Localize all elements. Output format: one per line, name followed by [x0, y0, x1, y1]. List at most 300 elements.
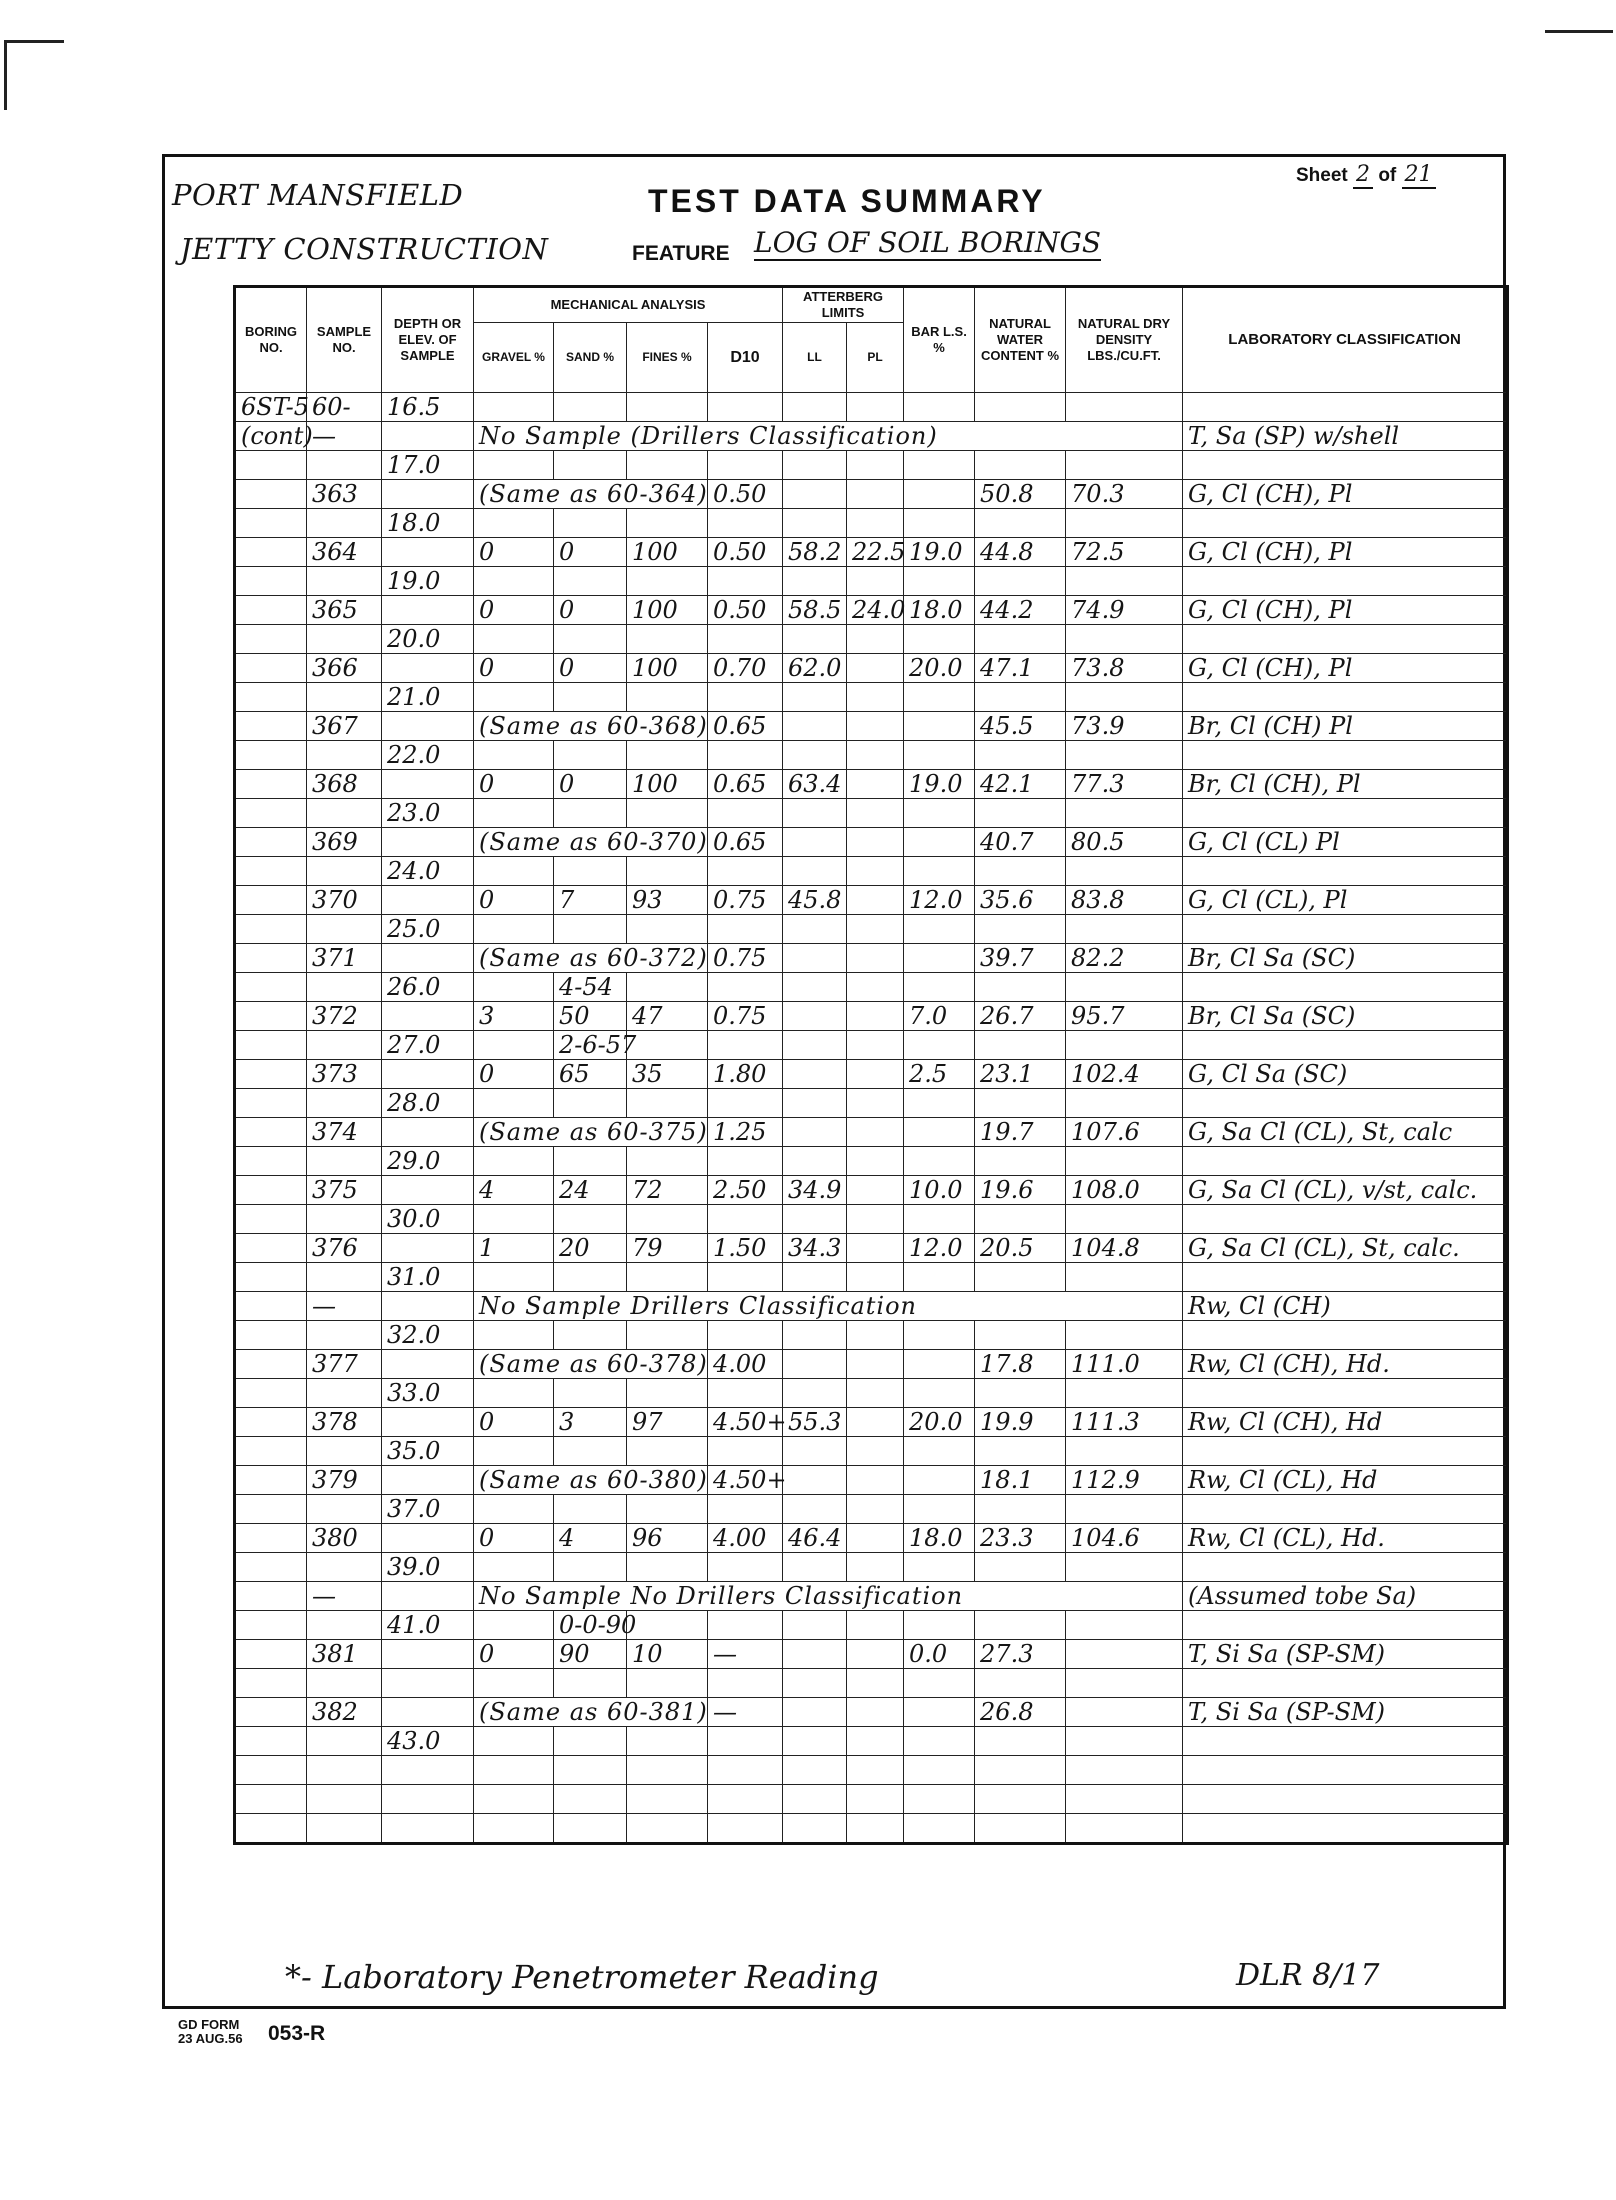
- table-row: [235, 1814, 1508, 1844]
- cell-water: [975, 1437, 1066, 1466]
- cell-sand: [554, 509, 627, 538]
- cell-water: [975, 973, 1066, 1002]
- cell-bar: [904, 1350, 975, 1379]
- cell-fines: [627, 393, 708, 422]
- cell-density: [1066, 1640, 1183, 1669]
- cell-lab: G, Sa Cl (CL), St, calc: [1183, 1118, 1508, 1147]
- cell-bar: [904, 1495, 975, 1524]
- cell-bar: [904, 1379, 975, 1408]
- col-fines: FINES %: [627, 323, 708, 393]
- cell-ll: [783, 1785, 847, 1814]
- cell-pl: [847, 1350, 904, 1379]
- cell-ll: [783, 1727, 847, 1756]
- cell-bar: [904, 1669, 975, 1698]
- table-row: [235, 1553, 1508, 1582]
- cell-pl: [847, 1263, 904, 1292]
- cell-ll: [783, 683, 847, 712]
- col-depth: DEPTH OR ELEV. OF SAMPLE: [382, 287, 474, 393]
- cell-fines: [627, 1669, 708, 1698]
- cell-water: 42.1: [975, 770, 1066, 799]
- cell-lab: G, Sa Cl (CL), v/st, calc.: [1183, 1176, 1508, 1205]
- cell-bar: [904, 1727, 975, 1756]
- cell-d10: 1.25: [708, 1118, 783, 1147]
- cell-boring: [235, 770, 307, 799]
- cell-sand: [554, 1437, 627, 1466]
- cell-sample: [307, 1321, 382, 1350]
- cell-lab: Rw, Cl (CL), Hd: [1183, 1466, 1508, 1495]
- cell-depth: [382, 1060, 474, 1089]
- table-row: [235, 828, 1508, 857]
- cell-density: 77.3: [1066, 770, 1183, 799]
- cell-bar: [904, 712, 975, 741]
- cell-lab: [1183, 741, 1508, 770]
- cell-bar: 12.0: [904, 1234, 975, 1263]
- cell-density: 83.8: [1066, 886, 1183, 915]
- cell-lab: T, Si Sa (SP-SM): [1183, 1640, 1508, 1669]
- cell-fines: 100: [627, 654, 708, 683]
- table-row: [235, 683, 1508, 712]
- col-pl: PL: [847, 323, 904, 393]
- cell-sample: 379: [307, 1466, 382, 1495]
- table-row: [235, 1437, 1508, 1466]
- cell-depth: [382, 770, 474, 799]
- cell-depth: [382, 1292, 474, 1321]
- cell-boring: [235, 973, 307, 1002]
- cell-fines: 100: [627, 596, 708, 625]
- cell-pl: 24.0: [847, 596, 904, 625]
- cell-sample: [307, 1495, 382, 1524]
- table-row: [235, 1495, 1508, 1524]
- cell-ll: [783, 944, 847, 973]
- cell-fines: [627, 1089, 708, 1118]
- cell-depth: [382, 654, 474, 683]
- table-row: [235, 1698, 1508, 1727]
- cell-ll: [783, 1118, 847, 1147]
- cell-water: [975, 1669, 1066, 1698]
- cell-lab: Br, Cl Sa (SC): [1183, 944, 1508, 973]
- cell-ll: 62.0: [783, 654, 847, 683]
- cell-boring: [235, 1727, 307, 1756]
- cell-pl: [847, 1727, 904, 1756]
- cell-sand: [554, 567, 627, 596]
- cell-sand: [554, 1785, 627, 1814]
- crop-mark-top-left: [4, 40, 64, 43]
- cell-lab: [1183, 393, 1508, 422]
- cell-boring: [235, 567, 307, 596]
- cell-pl: [847, 828, 904, 857]
- cell-sand: 7: [554, 886, 627, 915]
- cell-water: [975, 799, 1066, 828]
- cell-boring: [235, 480, 307, 509]
- table-row: [235, 1466, 1508, 1495]
- cell-d10: 4.00: [708, 1524, 783, 1553]
- cell-boring: [235, 1698, 307, 1727]
- cell-bar: [904, 1321, 975, 1350]
- cell-boring: [235, 915, 307, 944]
- cell-boring: 6ST-5: [235, 393, 307, 422]
- cell-sample: [307, 973, 382, 1002]
- cell-gravel: [474, 1727, 554, 1756]
- cell-lab: [1183, 509, 1508, 538]
- cell-d10: [708, 451, 783, 480]
- cell-gravel: [474, 915, 554, 944]
- cell-bar: [904, 1466, 975, 1495]
- cell-ll: [783, 1031, 847, 1060]
- cell-density: 102.4: [1066, 1060, 1183, 1089]
- table-row: [235, 1176, 1508, 1205]
- cell-boring: (cont): [235, 422, 307, 451]
- cell-lab: G, Cl (CH), Pl: [1183, 538, 1508, 567]
- cell-lab: G, Cl (CH), Pl: [1183, 480, 1508, 509]
- cell-sand: [554, 1089, 627, 1118]
- cell-density: 73.9: [1066, 712, 1183, 741]
- cell-sand: 0: [554, 538, 627, 567]
- cell-gravel: 4: [474, 1176, 554, 1205]
- cell-sample: 378: [307, 1408, 382, 1437]
- cell-lab: [1183, 1263, 1508, 1292]
- form-code-line: 23 AUG.56: [178, 2031, 243, 2046]
- cell-note: No Sample (Drillers Classification): [474, 422, 1183, 451]
- table-row: [235, 1147, 1508, 1176]
- cell-d10: 0.65: [708, 770, 783, 799]
- cell-boring: [235, 509, 307, 538]
- cell-ll: [783, 1814, 847, 1844]
- cell-gravel: [474, 1205, 554, 1234]
- cell-sand: [554, 857, 627, 886]
- cell-fines: 47: [627, 1002, 708, 1031]
- cell-bar: 19.0: [904, 538, 975, 567]
- cell-gravel: [474, 1263, 554, 1292]
- cell-density: [1066, 1814, 1183, 1844]
- cell-pl: [847, 1321, 904, 1350]
- cell-gravel: [474, 393, 554, 422]
- cell-d10: [708, 741, 783, 770]
- cell-ll: [783, 1205, 847, 1234]
- cell-fines: [627, 451, 708, 480]
- cell-density: [1066, 1698, 1183, 1727]
- cell-bar: 18.0: [904, 1524, 975, 1553]
- cell-depth: [382, 1785, 474, 1814]
- cell-ll: [783, 1089, 847, 1118]
- cell-bar: [904, 1437, 975, 1466]
- cell-sand: 50: [554, 1002, 627, 1031]
- cell-boring: [235, 712, 307, 741]
- cell-fines: [627, 857, 708, 886]
- cell-fines: 79: [627, 1234, 708, 1263]
- cell-pl: [847, 451, 904, 480]
- table-body: [235, 393, 1508, 1844]
- cell-density: [1066, 683, 1183, 712]
- cell-lab: [1183, 1553, 1508, 1582]
- col-mechanical-analysis: MECHANICAL ANALYSIS: [474, 287, 783, 323]
- cell-pl: [847, 944, 904, 973]
- cell-pl: [847, 1698, 904, 1727]
- cell-ll: [783, 1640, 847, 1669]
- cell-d10: 0.65: [708, 828, 783, 857]
- cell-density: [1066, 393, 1183, 422]
- cell-depth: [382, 944, 474, 973]
- cell-density: [1066, 1727, 1183, 1756]
- cell-depth: [382, 1814, 474, 1844]
- cell-lab: T, Sa (SP) w/shell: [1183, 422, 1508, 451]
- cell-boring: [235, 1350, 307, 1379]
- cell-fines: [627, 1205, 708, 1234]
- cell-sand: 4: [554, 1524, 627, 1553]
- cell-pl: [847, 683, 904, 712]
- cell-sample: [307, 1437, 382, 1466]
- cell-d10: [708, 1379, 783, 1408]
- cell-gravel: [474, 1553, 554, 1582]
- cell-boring: [235, 1814, 307, 1844]
- cell-boring: [235, 1176, 307, 1205]
- cell-bar: [904, 509, 975, 538]
- cell-pl: [847, 886, 904, 915]
- cell-depth: 39.0: [382, 1553, 474, 1582]
- cell-boring: [235, 1205, 307, 1234]
- cell-sample: 372: [307, 1002, 382, 1031]
- cell-sand: [554, 1553, 627, 1582]
- cell-fines: 96: [627, 1524, 708, 1553]
- cell-density: 73.8: [1066, 654, 1183, 683]
- cell-sand: 3: [554, 1408, 627, 1437]
- cell-sample: [307, 1669, 382, 1698]
- cell-d10: [708, 1727, 783, 1756]
- cell-pl: [847, 1408, 904, 1437]
- cell-pl: [847, 567, 904, 596]
- cell-gravel: [474, 1321, 554, 1350]
- cell-sample: 382: [307, 1698, 382, 1727]
- cell-ll: [783, 1321, 847, 1350]
- cell-density: [1066, 509, 1183, 538]
- cell-ll: 63.4: [783, 770, 847, 799]
- cell-pl: [847, 712, 904, 741]
- cell-gravel: [474, 973, 554, 1002]
- cell-depth: [382, 1582, 474, 1611]
- col-ll: LL: [783, 323, 847, 393]
- cell-depth: 16.5: [382, 393, 474, 422]
- cell-density: 111.3: [1066, 1408, 1183, 1437]
- cell-d10: [708, 1611, 783, 1640]
- cell-bar: 18.0: [904, 596, 975, 625]
- cell-sample: [307, 567, 382, 596]
- cell-density: [1066, 1321, 1183, 1350]
- cell-sample: [307, 1379, 382, 1408]
- cell-d10: 0.75: [708, 886, 783, 915]
- cell-lab: [1183, 1205, 1508, 1234]
- cell-sample: [307, 741, 382, 770]
- table-row: [235, 857, 1508, 886]
- cell-water: [975, 567, 1066, 596]
- cell-sand: 0: [554, 596, 627, 625]
- cell-depth: 29.0: [382, 1147, 474, 1176]
- cell-ll: [783, 973, 847, 1002]
- col-gravel: GRAVEL %: [474, 323, 554, 393]
- table-row: [235, 1640, 1508, 1669]
- cell-lab: G, Cl (CL) Pl: [1183, 828, 1508, 857]
- cell-fines: [627, 1263, 708, 1292]
- cell-depth: [382, 538, 474, 567]
- cell-pl: [847, 1814, 904, 1844]
- cell-gravel: [474, 509, 554, 538]
- cell-fines: [627, 1495, 708, 1524]
- cell-density: 70.3: [1066, 480, 1183, 509]
- cell-water: 26.7: [975, 1002, 1066, 1031]
- cell-note: (Same as 60-372): [474, 944, 708, 973]
- cell-sample: 369: [307, 828, 382, 857]
- cell-gravel: [474, 1031, 554, 1060]
- cell-sample: 366: [307, 654, 382, 683]
- table-row: [235, 1263, 1508, 1292]
- cell-water: [975, 393, 1066, 422]
- cell-ll: [783, 509, 847, 538]
- sheet-total: 21: [1402, 162, 1436, 189]
- table-row: [235, 915, 1508, 944]
- cell-lab: [1183, 683, 1508, 712]
- table-row: [235, 1379, 1508, 1408]
- cell-gravel: 0: [474, 1408, 554, 1437]
- cell-lab: [1183, 1727, 1508, 1756]
- table-row: [235, 1408, 1508, 1437]
- cell-fines: [627, 1437, 708, 1466]
- cell-d10: 0.75: [708, 944, 783, 973]
- crop-mark-top-left-vertical: [4, 40, 7, 110]
- cell-sand: [554, 1669, 627, 1698]
- cell-sand: 0-0-90: [554, 1611, 627, 1640]
- cell-d10: [708, 567, 783, 596]
- cell-ll: [783, 1698, 847, 1727]
- cell-lab: [1183, 1031, 1508, 1060]
- cell-density: [1066, 1147, 1183, 1176]
- cell-gravel: [474, 1814, 554, 1844]
- cell-boring: [235, 857, 307, 886]
- cell-note: (Same as 60-375): [474, 1118, 708, 1147]
- cell-sand: [554, 451, 627, 480]
- table-row: [235, 886, 1508, 915]
- cell-sand: [554, 625, 627, 654]
- cell-density: [1066, 799, 1183, 828]
- cell-gravel: [474, 1379, 554, 1408]
- table-row: [235, 712, 1508, 741]
- cell-boring: [235, 1089, 307, 1118]
- cell-d10: [708, 625, 783, 654]
- initials-date: DLR 8/17: [1236, 1958, 1380, 1993]
- cell-gravel: [474, 683, 554, 712]
- cell-gravel: 0: [474, 654, 554, 683]
- cell-density: [1066, 625, 1183, 654]
- cell-d10: —: [708, 1640, 783, 1669]
- cell-bar: [904, 683, 975, 712]
- table-row: [235, 1205, 1508, 1234]
- feature-label: FEATURE: [632, 242, 730, 265]
- cell-sand: [554, 683, 627, 712]
- cell-density: 111.0: [1066, 1350, 1183, 1379]
- cell-boring: [235, 1611, 307, 1640]
- cell-depth: 26.0: [382, 973, 474, 1002]
- cell-bar: 20.0: [904, 1408, 975, 1437]
- cell-depth: [382, 596, 474, 625]
- table-row: [235, 1582, 1508, 1611]
- cell-sample: 364: [307, 538, 382, 567]
- cell-lab: [1183, 1611, 1508, 1640]
- cell-density: 72.5: [1066, 538, 1183, 567]
- cell-boring: [235, 1669, 307, 1698]
- cell-depth: [382, 886, 474, 915]
- cell-sample: 375: [307, 1176, 382, 1205]
- col-sand: SAND %: [554, 323, 627, 393]
- cell-pl: [847, 1466, 904, 1495]
- cell-d10: 4.00: [708, 1350, 783, 1379]
- cell-sand: [554, 1727, 627, 1756]
- cell-fines: [627, 741, 708, 770]
- cell-sample: 377: [307, 1350, 382, 1379]
- table-row: [235, 1321, 1508, 1350]
- sheet-indicator: [1296, 162, 1436, 187]
- cell-depth: [382, 1524, 474, 1553]
- cell-pl: [847, 1785, 904, 1814]
- cell-lab: [1183, 1147, 1508, 1176]
- cell-boring: [235, 799, 307, 828]
- cell-d10: [708, 973, 783, 1002]
- cell-pl: [847, 480, 904, 509]
- cell-boring: [235, 1031, 307, 1060]
- cell-pl: [847, 1205, 904, 1234]
- cell-sample: 376: [307, 1234, 382, 1263]
- cell-sample: 370: [307, 886, 382, 915]
- cell-water: [975, 1756, 1066, 1785]
- cell-ll: [783, 712, 847, 741]
- cell-water: 27.3: [975, 1640, 1066, 1669]
- cell-pl: [847, 973, 904, 1002]
- cell-water: 40.7: [975, 828, 1066, 857]
- cell-fines: [627, 1321, 708, 1350]
- table-row: [235, 451, 1508, 480]
- cell-water: 18.1: [975, 1466, 1066, 1495]
- cell-d10: 0.50: [708, 596, 783, 625]
- project-name: PORT MANSFIELD: [172, 178, 464, 212]
- cell-density: [1066, 741, 1183, 770]
- cell-fines: [627, 1031, 708, 1060]
- cell-boring: [235, 1002, 307, 1031]
- cell-bar: [904, 1553, 975, 1582]
- cell-depth: 19.0: [382, 567, 474, 596]
- cell-sand: 4-54: [554, 973, 627, 1002]
- cell-fines: [627, 915, 708, 944]
- cell-water: [975, 1379, 1066, 1408]
- cell-ll: 58.2: [783, 538, 847, 567]
- cell-bar: [904, 1814, 975, 1844]
- cell-pl: [847, 741, 904, 770]
- cell-depth: 24.0: [382, 857, 474, 886]
- cell-depth: 32.0: [382, 1321, 474, 1350]
- col-bar-ls: BAR L.S. %: [904, 287, 975, 393]
- cell-bar: [904, 1756, 975, 1785]
- cell-ll: [783, 857, 847, 886]
- cell-lab: G, Sa Cl (CL), St, calc.: [1183, 1234, 1508, 1263]
- cell-gravel: [474, 567, 554, 596]
- cell-water: 50.8: [975, 480, 1066, 509]
- cell-depth: [382, 422, 474, 451]
- cell-lab: [1183, 567, 1508, 596]
- crop-mark-top-right: [1545, 30, 1613, 33]
- cell-lab: T, Si Sa (SP-SM): [1183, 1698, 1508, 1727]
- cell-water: [975, 1205, 1066, 1234]
- cell-water: [975, 1727, 1066, 1756]
- cell-bar: [904, 1611, 975, 1640]
- cell-ll: [783, 451, 847, 480]
- cell-water: 23.3: [975, 1524, 1066, 1553]
- cell-pl: [847, 625, 904, 654]
- cell-lab: [1183, 1495, 1508, 1524]
